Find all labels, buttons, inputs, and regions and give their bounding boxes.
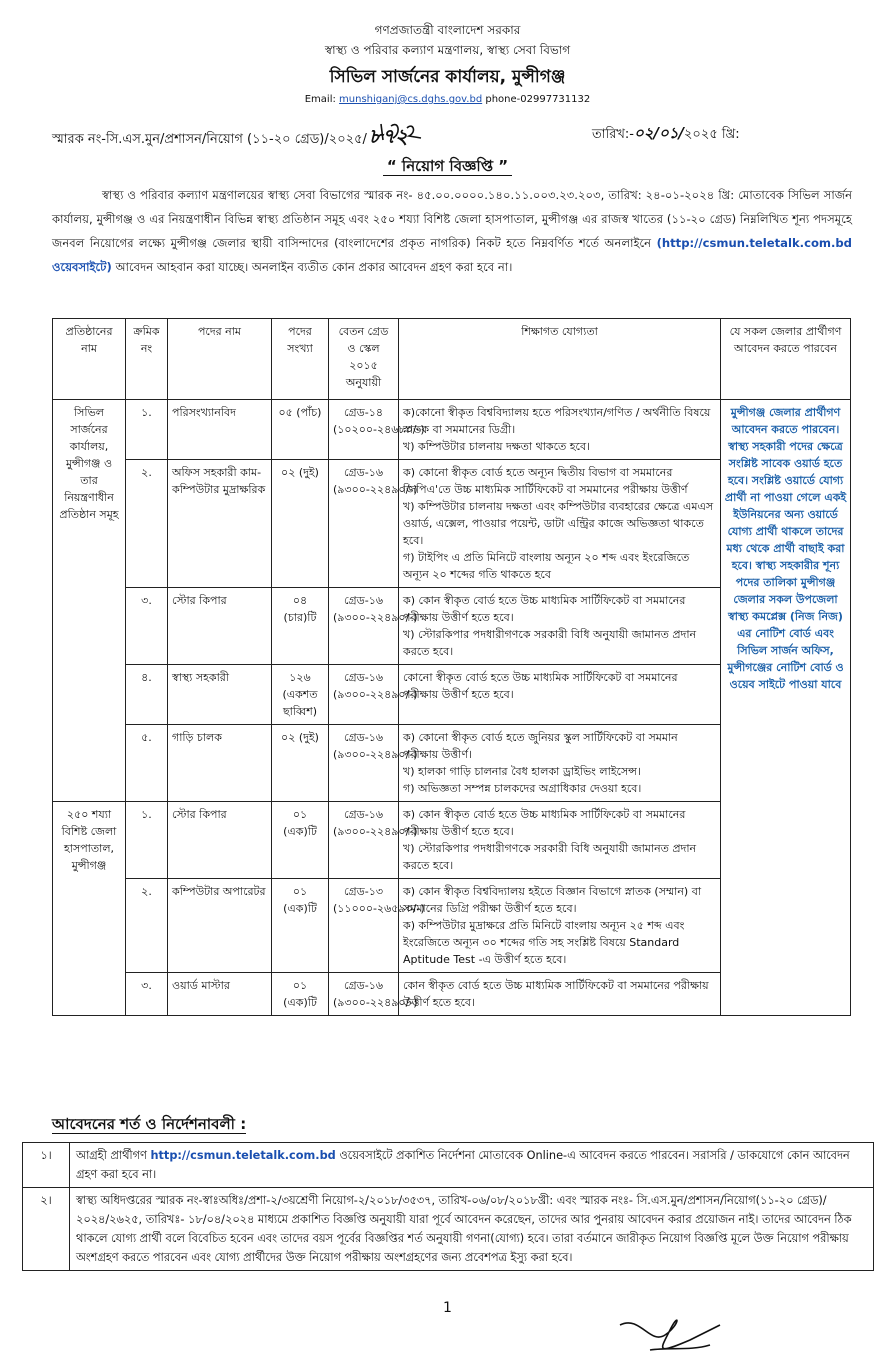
post-count-cell: ০১ (এক)টি [272,802,329,879]
table-row [53,400,851,460]
email-link[interactable]: munshiganj@cs.dghs.gov.bd [339,94,483,105]
qualification-line: ক)কোনো স্বীকৃত বিশ্ববিদ্যালয় হতে পরিসংখ্যান/গণিত / অর্থনীতি বিষয়ে স্নাতক বা সমমানের ডিগ্রী। [403,406,711,436]
post-name-cell: গাড়ি চালক [168,725,272,802]
email-label: Email: [304,94,336,105]
contact-line [0,94,895,105]
qualification-cell [399,973,721,1016]
qualification-line: ক) কোনো স্বীকৃত বোর্ড হতে অন্যূন দ্বিতীয় বিভাগ বা সমমানের জিপিএ'তে উচ্চ মাধ্যমিক সার্টিফিকেট বা সমমানের পরীক্ষায় উত্তীর্ণ [403,466,688,496]
grade-cell: গ্রেড-১৬ (৯৩০০-২২৪৯০/-) [329,973,399,1016]
apply-link[interactable]: (http://csmun.teletalk.com.bd ওয়েবসাইটে) [52,236,852,274]
terms-row [23,1188,874,1271]
post-name-cell: কম্পিউটার অপারেটর [168,879,272,973]
post-count-cell: ০১ (এক)টি [272,879,329,973]
qualification-cell [399,400,721,460]
post-name-cell: স্টোর কিপার [168,588,272,665]
qualification-cell [399,588,721,665]
post-count-cell: ০৫ (পাঁচ) [272,400,329,460]
qualification-cell [399,460,721,588]
office-name: সিভিল সার্জনের কার্যালয়, মুন্সীগঞ্জ [329,67,566,87]
post-name-cell: অফিস সহকারী কাম-কম্পিউটার মুদ্রাক্ষরিক [168,460,272,588]
post-name-cell: স্টোর কিপার [168,802,272,879]
qualification-line: গ) টাইপিং এ প্রতি মিনিটে বাংলায় অন্যূন ২০ শব্দ এবং ইংরেজিতে অন্যূন ২০ শব্দের গতি থাকতে হবে [403,551,690,581]
grade-cell: গ্রেড-১৪ (১০২০০-২৪৬৮০/-) [329,400,399,460]
qualification-line: গ) অভিজ্ঞতা সম্পন্ন চালকদের অগ্রাধিকার দেওয়া হবে। [403,782,642,795]
serial-cell: ২. [126,460,168,588]
qualification-line: ক) কোন স্বীকৃত বিশ্ববিদ্যালয় হইতে বিজ্ঞান বিভাগে স্নাতক (সম্মান) বা সমমানের ডিগ্রি পরীক্ষা উত্তীর্ণ হতে হবে। [403,885,702,915]
grade-cell: গ্রেড-১৬ (৯৩০০-২২৪৯০/-) [329,665,399,725]
qualification-cell [399,802,721,879]
post-name-cell: পরিসংখ্যানবিদ [168,400,272,460]
qualification-line: খ) কম্পিউটার চালনায় দক্ষতা এবং কম্পিউটার ব্যবহারের ক্ষেত্রে এমএস ওয়ার্ড, এক্সেল, পাওয়ার পয়েন্ট, ডাটা এন্ট্রির কাজে অভিজ্ঞতা থাকতে হবে। [403,500,714,547]
table-header-cell: প্রতিষ্ঠানের নাম [53,319,126,400]
memo-date: তারিখ:-০২/০১/২০২৫ খ্রি: [592,124,740,142]
serial-cell: ৪. [126,665,168,725]
serial-cell: ৩. [126,588,168,665]
grade-cell: গ্রেড-১৬ (৯৩০০-২২৪৯০/-) [329,802,399,879]
page-number: 1 [443,1300,452,1316]
post-count-cell: ০১ (এক)টি [272,973,329,1016]
govt-name: গণপ্রজাতন্ত্রী বাংলাদেশ সরকার [374,23,521,37]
post-name-cell: ওয়ার্ড মাস্টার [168,973,272,1016]
table-header-cell: বেতন গ্রেড ও স্কেল ২০১৫ অনুযায়ী [329,319,399,400]
eligible-district-cell: মুন্সীগঞ্জ জেলার প্রার্থীগণ আবেদন করতে পারবেন। স্বাস্থ্য সহকারী পদের ক্ষেত্রে সংশ্লিষ্ট সাবেক ওয়ার্ড হতে হবে। সংশ্লিষ্ট ওয়ার্ডে যোগ্য প্রার্থী না পাওয়া গেলে একই ইউনিয়নের অন্য ওয়ার্ডে যোগ্য প্রার্থী থাকলে তাদের মধ্য থেকে প্রার্থী বাছাই করা হবে। স্বাস্থ্য সহকারীর শূন্য পদের তালিকা মুন্সীগঞ্জ জেলার সকল উপজেলা স্বাস্থ্য কমপ্লেক্স (নিজ নিজ) এর নোটিশ বোর্ড এবং সিভিল সার্জন অফিস, মুন্সীগঞ্জের নোটিশ বোর্ড ও ওয়েব সাইটে পাওয়া যাবে [721,400,851,1016]
qualification-line: ক) কম্পিউটার মুদ্রাক্ষরে প্রতি মিনিটে বাংলায় অন্যূন ২৫ শব্দ এবং ইংরেজিতে অন্যূন ৩০ শব্দের গতি সহ সংশ্লিষ্ট বিষয়ে Standard Aptitude Test -এ উত্তীর্ণ হতে হবে। [403,919,685,966]
table-header-cell: ক্রমিক নং [126,319,168,400]
phone: phone-02997731132 [485,94,591,105]
terms-row [23,1143,874,1188]
post-count-cell: ০২ (দুই) [272,460,329,588]
qualification-line: কোনো স্বীকৃত বোর্ড হতে উচ্চ মাধ্যমিক সার্টিফিকেট বা সমমানের পরীক্ষায় উত্তীর্ণ হতে হবে। [403,671,678,701]
notice-title: “ নিয়োগ বিজ্ঞপ্তি ” [0,155,895,180]
org-name-cell: সিভিল সার্জনের কার্যালয়, মুন্সীগঞ্জ ও তার নিয়ন্ত্রণাধীন প্রতিষ্ঠান সমূহ [53,400,126,802]
qualification-line: খ) স্টোরকিপার পদধারীগণকে সরকারী বিধি অনুযায়ী জামানত প্রদান করতে হবে। [403,842,697,872]
terms-text: আগ্রহী প্রার্থীগণ http://csmun.teletalk.com.bd ওয়েবসাইটে প্রকাশিত নির্দেশনা মোতাবেক Online-এ আবেদন করতে পারবেন। সরাসরি / ডাকযোগে কোন আবেদন গ্রহণ করা হবে না। [70,1143,874,1188]
vacancy-table [52,318,851,1016]
serial-cell: ১. [126,400,168,460]
memo-initial-mark [377,120,437,144]
grade-cell: গ্রেড-১৬ (৯৩০০-২২৪৯০/-) [329,588,399,665]
serial-cell: ৫. [126,725,168,802]
terms-link[interactable]: http://csmun.teletalk.com.bd [150,1149,336,1162]
grade-cell: গ্রেড-১৬ (৯৩০০-২২৪৯০/-) [329,460,399,588]
table-header-row [53,319,851,400]
terms-table [22,1142,874,1271]
qualification-cell [399,665,721,725]
post-count-cell: ১২৬ (একশত ছাব্বিশ) [272,665,329,725]
intro-paragraph: স্বাস্থ্য ও পরিবার কল্যাণ মন্ত্রণালয়ের স্বাস্থ্য সেবা বিভাগের স্মারক নং- ৪৫.০০.০০০০.১৪০.১১.০০৩.২৩.২০৩, তারিখ: ২৪-০১-২০২৪ খ্রি: মোতাবেক সিভিল সার্জন কার্যালয়, মুন্সীগঞ্জ ও এর নিয়ন্ত্রণাধীন বিভিন্ন স্বাস্থ্য প্রতিষ্ঠান সমূহ এবং ২৫০ শয্যা বিশিষ্ট জেলা হাসপাতাল, মুন্সীগঞ্জ এর রাজস্ব খাতের (১১-২০ গ্রেড) নিম্নলিখিত শূন্য পদসমূহে জনবল নিয়োগের লক্ষ্যে মুন্সীগঞ্জ জেলার স্থায়ী বাসিন্দাদের (বাংলাদেশের প্রকৃত নাগরিক) নিকট হতে নিম্নবর্ণিত শর্তে অনলাইনে (http://csmun.teletalk.com.bd ওয়েবসাইটে) আবেদন আহবান করা যাচ্ছে। অনলাইন ব্যতীত কোন প্রকার আবেদন গ্রহণ করা হবে না। [52,188,852,274]
qualification-line: ক) কোন স্বীকৃত বোর্ড হতে উচ্চ মাধ্যমিক সার্টিফিকেট বা সমমানের পরীক্ষায় উত্তীর্ণ হতে হবে। [403,808,686,838]
terms-number: ২। [23,1188,70,1271]
post-name-cell: স্বাস্থ্য সহকারী [168,665,272,725]
table-header-cell: যে সকল জেলার প্রার্থীগণ আবেদন করতে পারবেন [721,319,851,400]
terms-title: আবেদনের শর্ত ও নির্দেশনাবলী : [52,1115,247,1133]
qualification-line: খ) কম্পিউটার চালনায় দক্ষতা থাকতে হবে। [403,440,591,453]
org-name-cell: ২৫০ শয্যা বিশিষ্ট জেলা হাসপাতাল, মুন্সীগঞ্জ [53,802,126,1016]
serial-cell: ১. [126,802,168,879]
qualification-line: ক) কোন স্বীকৃত বোর্ড হতে উচ্চ মাধ্যমিক সার্টিফিকেট বা সমমানের পরীক্ষায় উত্তীর্ণ হতে হবে। [403,594,686,624]
table-header-cell: পদের সংখ্যা [272,319,329,400]
qualification-line: খ) স্টোরকিপার পদধারীগণকে সরকারী বিধি অনুযায়ী জামানত প্রদান করতে হবে। [403,628,697,658]
serial-cell: ২. [126,879,168,973]
serial-cell: ৩. [126,973,168,1016]
qualification-line: খ) হালকা গাড়ি চালনার বৈধ হালকা ড্রাইভিং লাইসেন্স। [403,765,641,778]
grade-cell: গ্রেড-১৩ (১১০০০-২৬৫৯০/-) [329,879,399,973]
signature-image [610,1305,730,1360]
handwritten-date: ০২/০১/ [634,124,684,142]
terms-number: ১। [23,1143,70,1188]
table-header-cell: শিক্ষাগত যোগ্যতা [399,319,721,400]
grade-cell: গ্রেড-১৬ (৯৩০০-২২৪৯০/-) [329,725,399,802]
table-header-cell: পদের নাম [168,319,272,400]
ministry-name: স্বাস্থ্য ও পরিবার কল্যাণ মন্ত্রণালয়, স্বাস্থ্য সেবা বিভাগ [324,43,571,57]
post-count-cell: ০২ (দুই) [272,725,329,802]
memo-number: স্মারক নং-সি.এস.মুন/প্রশাসন/নিয়োগ (১১-২০ গ্রেড)/২০২৫/ ৮৭২ [52,124,408,148]
post-count-cell: ০৪ (চার)টি [272,588,329,665]
qualification-line: ক) কোনো স্বীকৃত বোর্ড হতে জুনিয়র স্কুল সার্টিফিকেট বা সমমান পরীক্ষায় উত্তীর্ণ। [403,731,678,761]
qualification-cell [399,879,721,973]
handwritten-memo-no: ৮৭২ [368,124,408,148]
qualification-cell [399,725,721,802]
terms-text: স্বাস্থ্য অধিদপ্তরের স্মারক নং-স্বাঃঅধিঃ/প্রশা-২/৩য়শ্রেণী নিয়োগ-২/২০১৮/৩৫৩৭, তারিখ-০৬/০৮/২০১৮খ্রী: এবং স্মারক নংঃ- সি.এস.মুন/প্রশাসন/নিয়োগ(১১-২০ গ্রেড)/২০২৪/২৬২৫, তারিখঃ- ১৮/০৪/২০২৪ মাধ্যমে প্রকাশিত বিজ্ঞপ্তি অনুযায়ী যারা পূর্বে আবেদন করেছেন, তাদের আর পুনরায় আবেদন করার প্রয়োজন নাই। তাদের আবেদন ঠিক থাকলে যোগ্য প্রার্থী বলে বিবেচিত হবেন এবং তাদের বয়স পূর্বের বিজ্ঞপ্তির শর্ত অনুযায়ী গণনা(যোগ্য) হবে। তারা বর্তমানে জারীকৃত নিয়োগ বিজ্ঞপ্তি মূলে উক্ত নিয়োগ পরীক্ষায় অংশগ্রহণ করতে পারবেন এবং যোগ্য প্রার্থীদের উক্ত নিয়োগ পরীক্ষায় অংশগ্রহণের জন্য প্রবেশপত্র ইস্যু করা হবে। [70,1188,874,1271]
qualification-line: কোন স্বীকৃত বোর্ড হতে উচ্চ মাধ্যমিক সার্টিফিকেট বা সমমানের পরীক্ষায় উত্তীর্ণ হতে হবে। [403,979,709,1009]
